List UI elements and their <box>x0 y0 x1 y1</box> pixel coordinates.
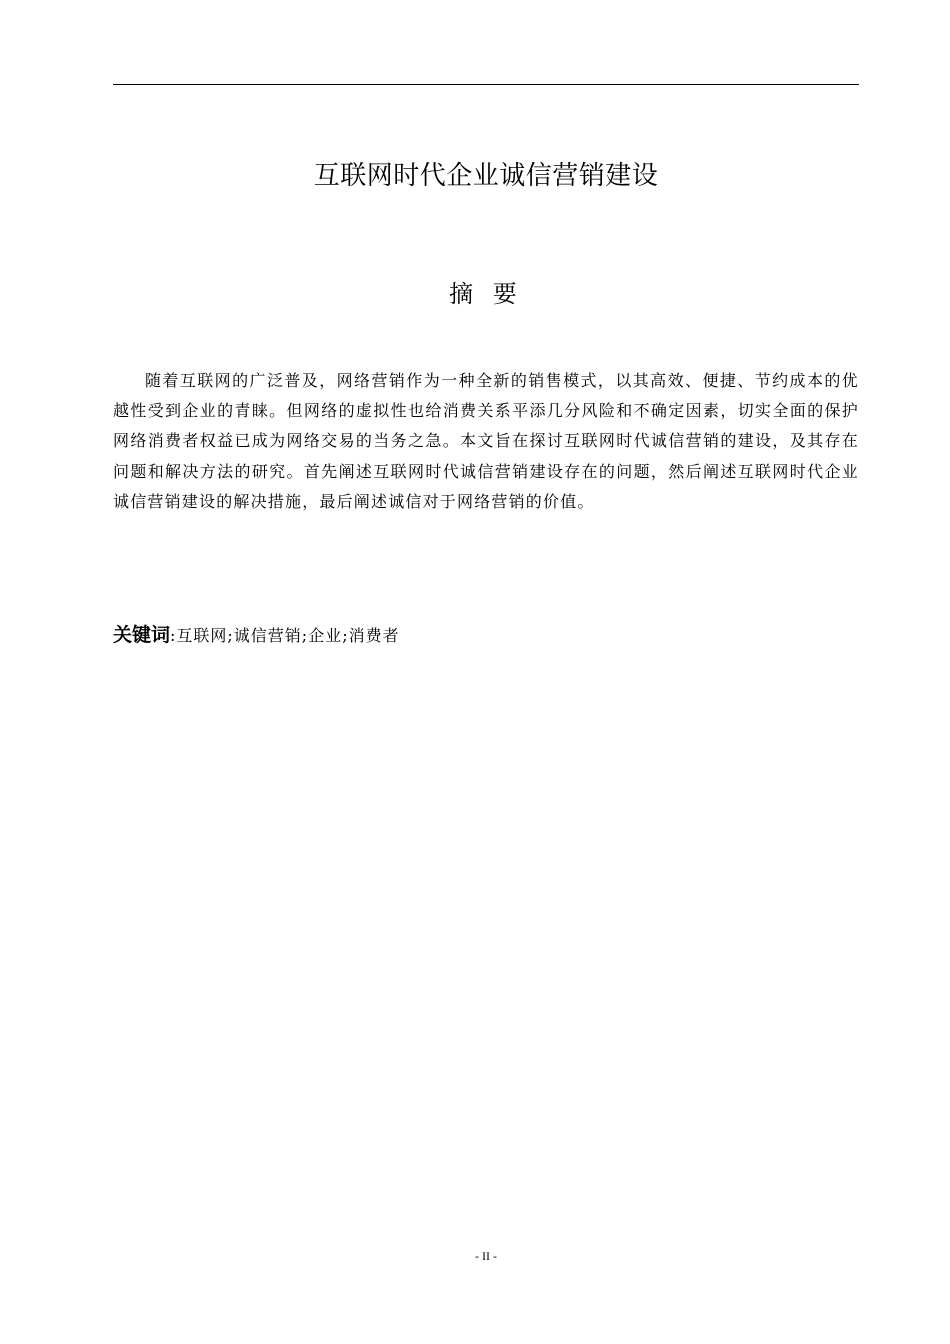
keywords-separator: : <box>170 626 177 645</box>
page-number: - II - <box>475 1249 497 1263</box>
header-rule <box>113 84 859 85</box>
abstract-paragraph: 随着互联网的广泛普及，网络营销作为一种全新的销售模式，以其高效、便捷、节约成本的优越性受到企业的青睐。但网络的虚拟性也给消费关系平添几分风险和不确定因素，切实全面的保护网络消费者权益已成为网络交易的当务之急。本文旨在探讨互联网时代诚信营销的建设，及其存在问题和解决方法的研究。首先阐述互联网时代诚信营销建设存在的问题，然后阐述互联网时代企业诚信营销建设的解决措施，最后阐述诚信对于网络营销的价值。 <box>113 371 859 511</box>
keywords-line <box>113 622 859 649</box>
keywords-label: 关键词 <box>113 624 171 646</box>
document-title: 互联网时代企业诚信营销建设 <box>313 161 659 191</box>
keywords-list: 互联网;诚信营销;企业;消费者 <box>176 626 400 645</box>
abstract-heading: 摘 要 <box>449 280 523 308</box>
